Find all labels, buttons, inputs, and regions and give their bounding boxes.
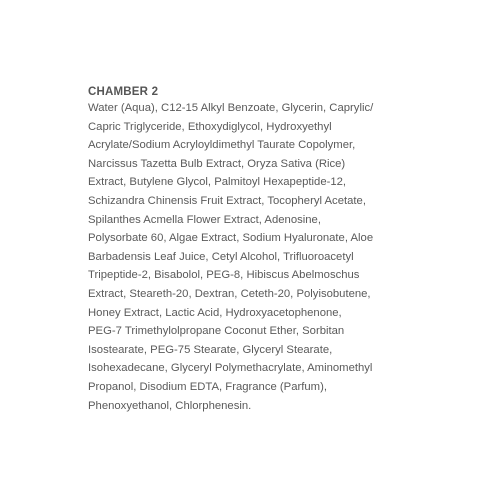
ingredient-line: Phenoxyethanol, Chlorphenesin. [88,399,252,412]
section-title: CHAMBER 2 [88,86,159,98]
ingredient-line: Water (Aqua), C12-15 Alkyl Benzoate, Glycerin, Caprylic/ [88,102,374,114]
ingredients-section [88,85,413,415]
ingredient-line: Isohexadecane, Glyceryl Polymethacrylate, Aminomethyl [88,362,373,375]
ingredient-line: Barbadensis Leaf Juice, Cetyl Alcohol, Trifluoroacetyl [88,250,354,263]
ingredient-line: Honey Extract, Lactic Acid, Hydroxyacetophenone, [88,306,342,319]
ingredient-line: Capric Triglyceride, Ethoxydiglycol, Hydroxyethyl [88,120,332,133]
ingredient-line: Acrylate/Sodium Acryloyldimethyl Taurate Copolymer, [88,139,356,152]
ingredient-line: Schizandra Chinensis Fruit Extract, Tocopheryl Acetate, [88,194,366,207]
ingredient-line: Tripeptide-2, Bisabolol, PEG-8, Hibiscus Abelmoschus [88,269,360,282]
ingredient-line: Isostearate, PEG-75 Stearate, Glyceryl Stearate, [88,343,333,356]
ingredient-list [88,99,413,415]
ingredient-line: Propanol, Disodium EDTA, Fragrance (Parfum), [88,380,327,393]
ingredient-line: Spilanthes Acmella Flower Extract, Adenosine, [88,213,321,226]
ingredient-line: Narcissus Tazetta Bulb Extract, Oryza Sativa (Rice) [88,157,346,170]
ingredient-line: Extract, Steareth-20, Dextran, Ceteth-20, Polyisobutene, [88,287,371,300]
ingredient-line: Polysorbate 60, Algae Extract, Sodium Hyaluronate, Aloe [88,232,374,245]
ingredient-line: Extract, Butylene Glycol, Palmitoyl Hexapeptide-12, [88,176,347,189]
ingredient-line: PEG-7 Trimethylolpropane Coconut Ether, Sorbitan [88,325,345,338]
